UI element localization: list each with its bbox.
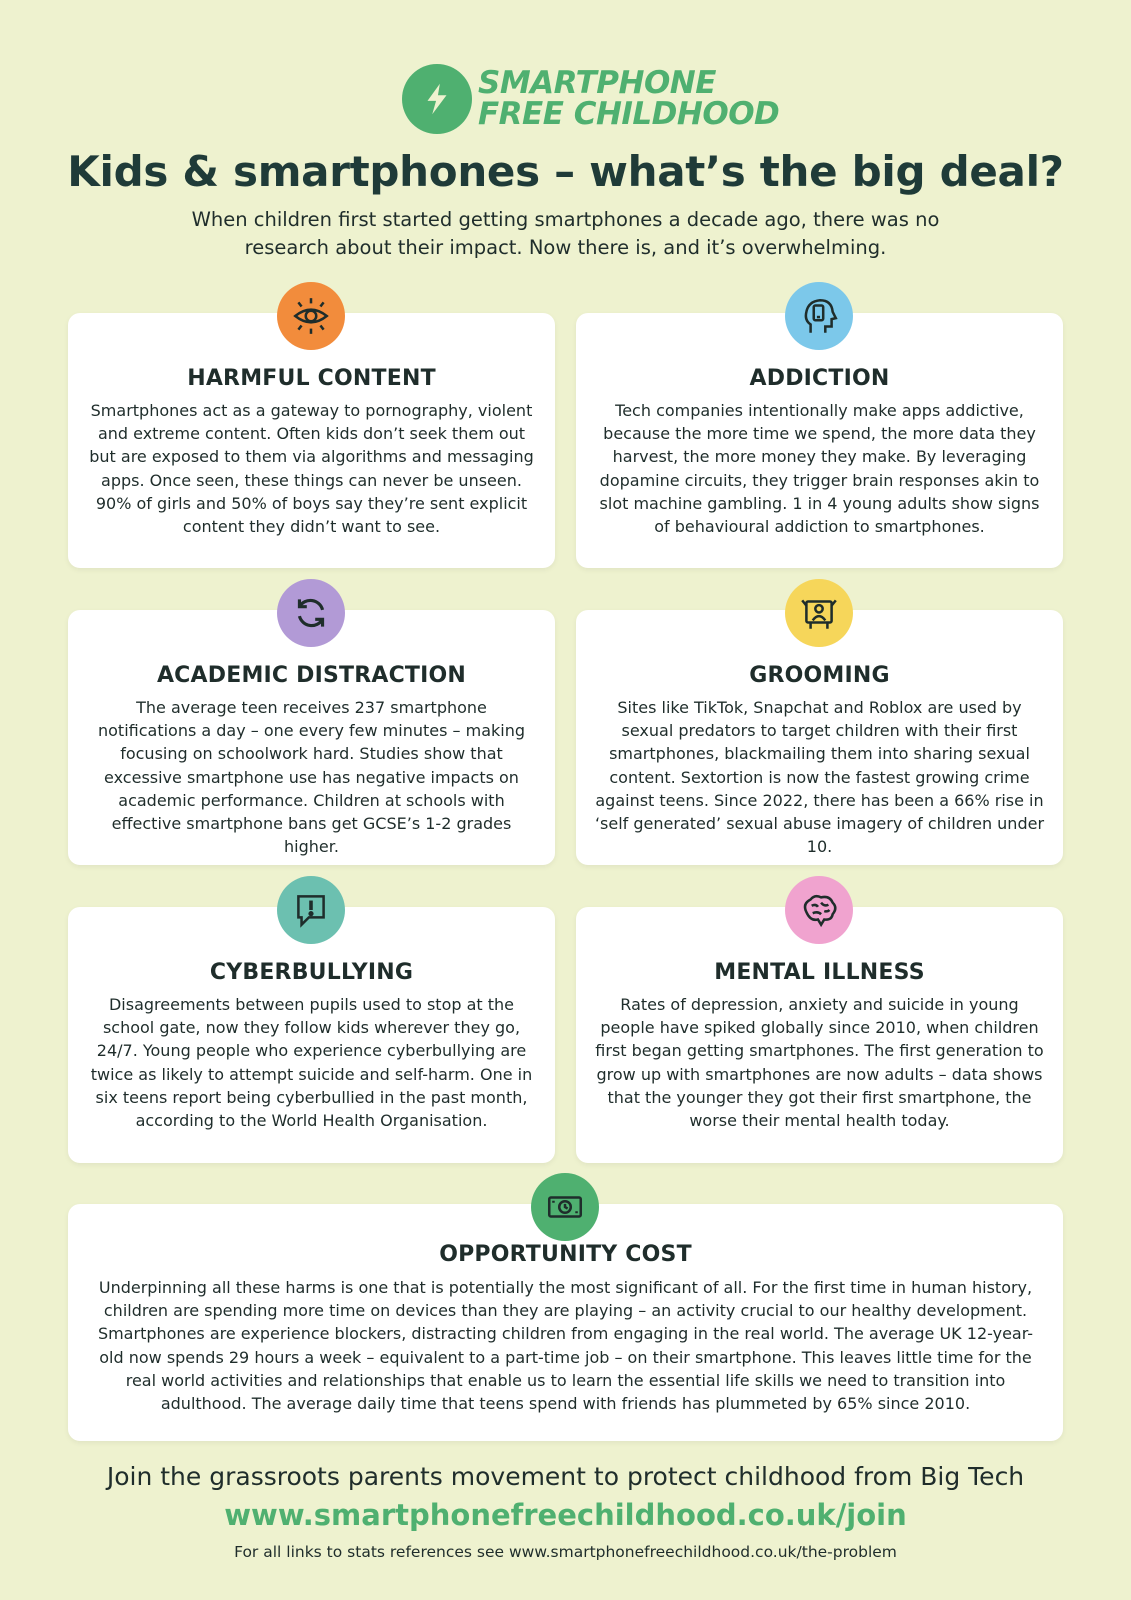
brain-icon <box>785 876 853 944</box>
logo-line-2: FREE CHILDHOOD <box>478 96 780 132</box>
logo <box>402 64 779 134</box>
card-cyberbullying <box>68 907 555 1163</box>
user-screen-icon <box>785 579 853 647</box>
card-body: Underpinning all these harms is one that is potentially the most significant of all. For the first time in human history, children are spending more time on devices than they are playing – an activity crucial to our healthy development. Smartphones are experience blockers, distracting children from engaging in the real world. The average UK 12-year-old now spends 29 hours a week – equivalent to a part-time job – on their smartphone. This leaves little time for the real world activities and relationships that enable us to learn the essential life skills we need to transition into adulthood. The average daily time that teens spend with friends has plummeted by 65% since 2010. <box>97 1278 1034 1414</box>
alert-speech-icon <box>277 876 345 944</box>
money-clock-icon <box>531 1173 599 1241</box>
card-body: Tech companies intentionally make apps addictive, because the more time we spend, the more data they harvest, the more money they make. By leveraging dopamine circuits, they trigger brain responses akin to slot machine gambling. 1 in 4 young adults show signs of behavioural addiction to smartphones. <box>599 401 1040 537</box>
page-title: Kids & smartphones – what’s the big deal? <box>67 147 1064 196</box>
eye-icon <box>277 282 345 350</box>
card-harmful-content <box>68 313 555 568</box>
card-body: The average teen receives 237 smartphone notifications a day – one every few minutes – making focusing on schoolwork hard. Studies show that excessive smartphone use has negative impacts on academic performance. Children at schools with effective smartphone bans get GCSE’s 1-2 grades higher. <box>97 698 526 857</box>
card-title: MENTAL ILLNESS <box>714 960 925 985</box>
card-title: ACADEMIC DISTRACTION <box>156 663 467 688</box>
card-title: ADDICTION <box>749 366 890 391</box>
references-note: For all links to stats references see www.smartphonefreechildhood.co.uk/the-problem <box>234 1543 897 1561</box>
card-academic-distraction <box>68 610 555 865</box>
page-subtitle: When children first started getting smartphones a decade ago, there was no research about their impact. Now there is, and it’s overwhelming. <box>191 208 940 259</box>
lightning-bolt-icon <box>402 64 472 134</box>
card-body: Smartphones act as a gateway to pornography, violent and extreme content. Often kids don’t seek them out but are exposed to them via algorithms and messaging apps. Once seen, these things can never be unseen. 90% of girls and 50% of boys say they’re sent explicit content they didn’t want to see. <box>89 401 534 537</box>
card-body: Rates of depression, anxiety and suicide in young people have spiked globally since 2010, when children first began getting smartphones. The first generation to grow up with smartphones are now adults – data shows that the younger they got their first smartphone, the worse their mental health today. <box>595 995 1044 1131</box>
card-addiction <box>576 313 1063 568</box>
card-title: OPPORTUNITY COST <box>439 1242 692 1267</box>
join-link[interactable]: www.smartphonefreechildhood.co.uk/join <box>224 1498 907 1532</box>
card-title: GROOMING <box>749 663 890 688</box>
card-body: Sites like TikTok, Snapchat and Roblox are used by sexual predators to target children with their first smartphones, blackmailing them into sharing sexual content. Sextortion is now the fastest growing crime against teens. Since 2022, there has been a 66% rise in ‘self generated’ sexual abuse imagery of children under 10. <box>594 698 1045 857</box>
refresh-arrows-icon <box>277 579 345 647</box>
card-grooming <box>576 610 1063 865</box>
card-mental-illness <box>576 907 1063 1163</box>
card-body: Disagreements between pupils used to stop at the school gate, now they follow kids wherever they go, 24/7. Young people who experience cyberbullying are twice as likely to attempt suicide and self-harm. One in six teens report being cyberbullied in the past month, according to the World Health Organisation. <box>90 995 533 1131</box>
card-title: CYBERBULLYING <box>209 960 414 985</box>
card-title: HARMFUL CONTENT <box>187 366 436 391</box>
call-to-action: Join the grassroots parents movement to protect childhood from Big Tech <box>106 1462 1025 1491</box>
logo-text <box>478 65 780 132</box>
head-phone-icon <box>785 282 853 350</box>
logo-line-1: SMARTPHONE <box>478 65 716 101</box>
